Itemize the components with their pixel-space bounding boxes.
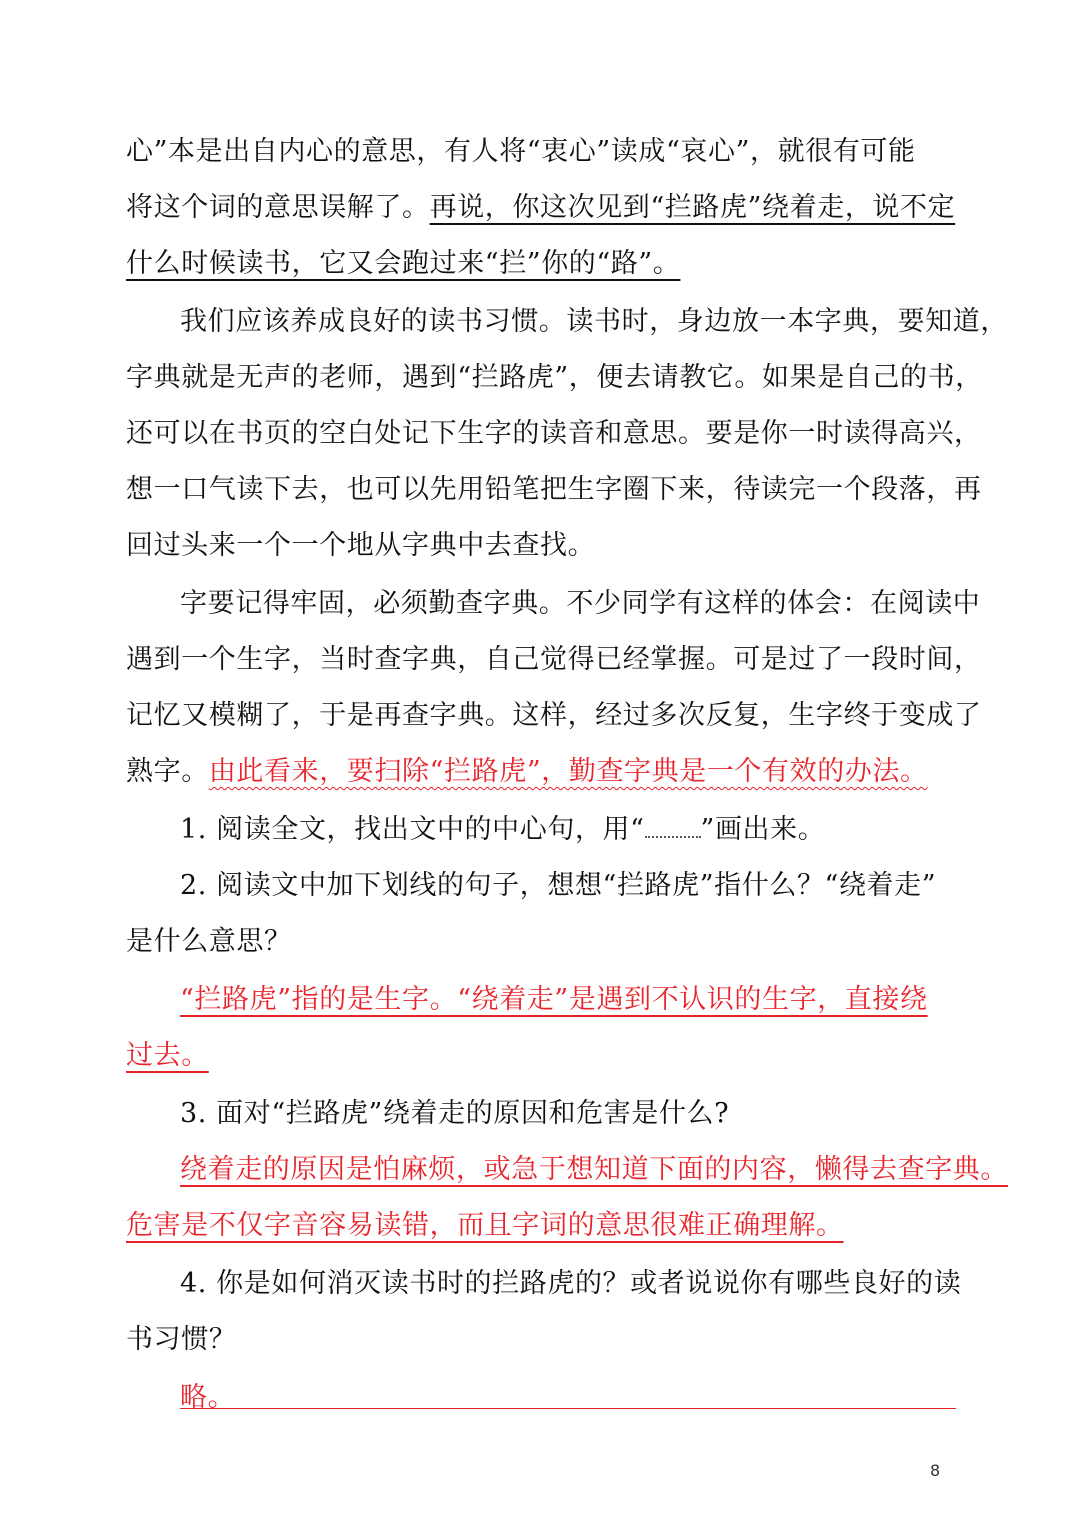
para1-line2 bbox=[126, 188, 956, 228]
para3-line1 bbox=[180, 584, 981, 624]
answer-3-line2 bbox=[126, 1206, 956, 1246]
para2-line2 bbox=[126, 358, 983, 398]
question-1 bbox=[180, 810, 956, 850]
para3-line3 bbox=[126, 696, 982, 736]
text-span: 遇到一个生字，当时查字典，自己觉得已经掌握。可是过了一段时间， bbox=[126, 644, 982, 675]
answer-text: 危害是不仅字音容易读错，而且字词的意思很难正确理解。 bbox=[126, 1210, 844, 1241]
text-span: 还可以在书页的空白处记下生字的读音和意思。要是你一时读得高兴， bbox=[126, 418, 982, 449]
para2-line5 bbox=[126, 526, 956, 566]
text-span: 我们应该养成良好的读书习惯。读书时，身边放一本字典，要知道， bbox=[180, 306, 1008, 337]
text-span: 想一口气读下去，也可以先用铅笔把生字圈下来，待读完一个段落，再 bbox=[126, 474, 982, 505]
answer-text: “拦路虎”指的是生字。“绕着走”是遇到不认识的生字，直接绕 bbox=[180, 984, 928, 1015]
question-4-line1 bbox=[180, 1264, 962, 1304]
text-span: 4. 你是如何消灭读书时的拦路虎的？或者说说你有哪些良好的读 bbox=[180, 1268, 962, 1299]
answer-text: 略。 bbox=[180, 1382, 236, 1413]
central-sentence: 由此看来，要扫除“拦路虎”，勤查字典是一个有效的办法。 bbox=[208, 756, 928, 787]
text-span: 2. 阅读文中加下划线的句子，想想“拦路虎”指什么？“绕着走” bbox=[180, 870, 937, 901]
para1-line1 bbox=[126, 132, 956, 172]
answer-3-line1 bbox=[180, 1150, 1008, 1190]
text-span: 是什么意思？ bbox=[126, 926, 292, 957]
underlined-sentence: 什么时候读书，它又会跑过来“拦”你的“路”。 bbox=[126, 248, 681, 279]
question-2-line1 bbox=[180, 866, 956, 906]
para1-line3 bbox=[126, 244, 956, 284]
text-span: 字要记得牢固，必须勤查字典。不少同学有这样的体会：在阅读中 bbox=[180, 588, 981, 619]
text-span: 心”本是出自内心的意思，有人将“衷心”读成“哀心”，就很有可能 bbox=[126, 136, 916, 167]
answer-text: 绕着走的原因是怕麻烦，或急于想知道下面的内容，懒得去查字典。 bbox=[180, 1154, 1008, 1185]
text-span: 书习惯？ bbox=[126, 1324, 237, 1355]
para2-line3 bbox=[126, 414, 982, 454]
answer-text: 过去。 bbox=[126, 1040, 209, 1071]
text-span: 回过头来一个一个地从字典中去查找。 bbox=[126, 530, 596, 561]
para2-line1 bbox=[180, 302, 1008, 342]
text-span: 1. 阅读全文，找出文中的中心句，用“ bbox=[180, 814, 645, 845]
answer-2-line1 bbox=[180, 980, 956, 1020]
para3-line2 bbox=[126, 640, 982, 680]
text-span: 熟字。 bbox=[126, 756, 209, 787]
answer-2-line2 bbox=[126, 1036, 956, 1076]
question-2-line2 bbox=[126, 922, 956, 962]
underlined-sentence: 再说，你这次见到“拦路虎”绕着走，说不定 bbox=[429, 192, 956, 223]
text-span: 字典就是无声的老师，遇到“拦路虎”，便去请教它。如果是自己的书， bbox=[126, 362, 983, 393]
para3-line4 bbox=[126, 752, 956, 792]
text-span: 3. 面对“拦路虎”绕着走的原因和危害是什么? bbox=[180, 1098, 730, 1129]
text-span: ”画出来。 bbox=[700, 814, 826, 845]
text-span: 将这个词的意思误解了。 bbox=[126, 192, 430, 223]
para2-line4 bbox=[126, 470, 982, 510]
wavy-blank-mark bbox=[645, 816, 701, 838]
text-span: 记忆又模糊了，于是再查字典。这样，经过多次反复，生字终于变成了 bbox=[126, 700, 982, 731]
answer-4-underline bbox=[180, 1408, 956, 1409]
question-3 bbox=[180, 1094, 956, 1134]
answer-4 bbox=[180, 1378, 956, 1418]
page-number: 8 bbox=[930, 1461, 941, 1480]
question-4-line2 bbox=[126, 1320, 956, 1360]
